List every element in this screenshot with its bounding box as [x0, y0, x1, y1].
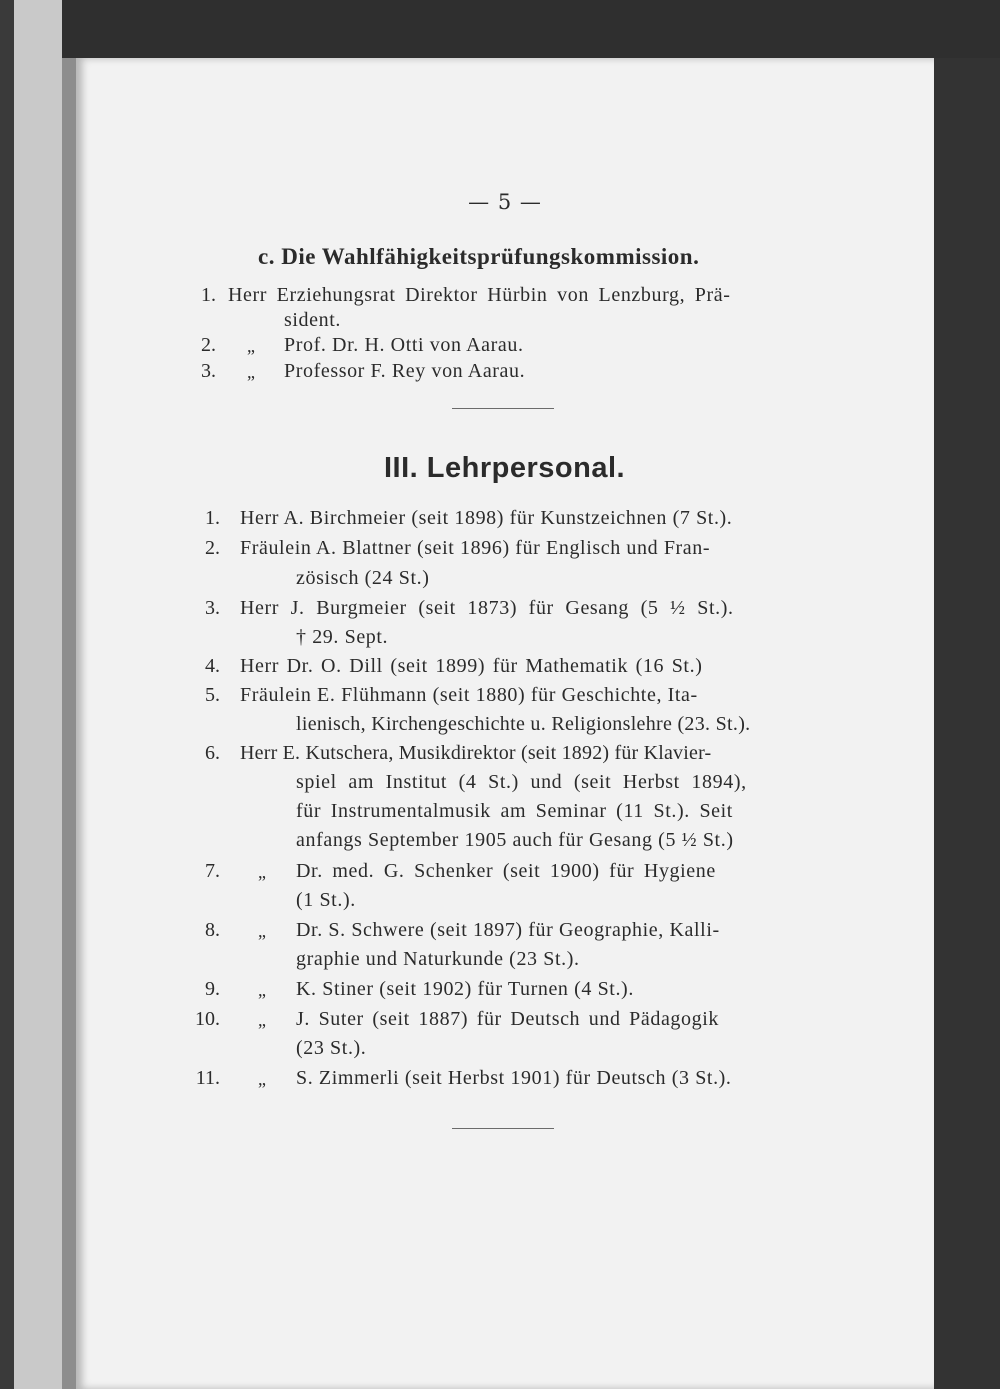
- list-item-text: Dr. med. G. Schenker (seit 1900) für Hygiene: [296, 860, 716, 882]
- list-number: 4.: [205, 655, 220, 677]
- list-number: 11.: [195, 1067, 220, 1089]
- list-number: 5.: [205, 684, 220, 706]
- list-item-text: Herr Erziehungsrat Direktor Hürbin von Lenzburg, Prä-: [228, 284, 731, 306]
- list-item-text: sident.: [284, 309, 341, 331]
- list-item-text: J. Suter (seit 1887) für Deutsch und Pädagogik: [296, 1008, 719, 1030]
- section-divider: [452, 408, 554, 409]
- list-item-text: zösisch (24 St.): [296, 567, 430, 589]
- list-number: 1.: [205, 507, 220, 529]
- ditto-mark: „: [258, 862, 266, 882]
- ditto-mark: „: [247, 336, 255, 356]
- list-number: 1.: [201, 284, 216, 306]
- list-item-text: Herr A. Birchmeier (seit 1898) für Kunstzeichnen (7 St.).: [240, 507, 733, 529]
- list-number: 3.: [201, 360, 216, 382]
- page-number: — 5 —: [468, 190, 542, 214]
- list-number: 8.: [205, 919, 220, 941]
- list-item-text: S. Zimmerli (seit Herbst 1901) für Deutsch (3 St.).: [296, 1067, 732, 1089]
- list-item-text: Herr Dr. O. Dill (seit 1899) für Mathematik (16 St.): [240, 655, 703, 677]
- list-item-text: für Instrumentalmusik am Seminar (11 St.). Seit: [296, 800, 733, 822]
- list-item-text: Herr J. Burgmeier (seit 1873) für Gesang (5 ½ St.).: [240, 597, 734, 619]
- list-number: 2.: [205, 537, 220, 559]
- list-item-text: Herr E. Kutschera, Musikdirektor (seit 1892) für Klavier-: [240, 742, 712, 764]
- list-item-text: † 29. Sept.: [296, 626, 389, 648]
- list-item-text: (23 St.).: [296, 1037, 367, 1059]
- list-number: 3.: [205, 597, 220, 619]
- ditto-mark: „: [258, 1069, 266, 1089]
- ditto-mark: „: [247, 362, 255, 382]
- ditto-mark: „: [258, 921, 266, 941]
- list-item-text: spiel am Institut (4 St.) und (seit Herbst 1894),: [296, 771, 747, 793]
- ditto-mark: „: [258, 980, 266, 1000]
- list-item-text: Professor F. Rey von Aarau.: [284, 360, 526, 382]
- ditto-mark: „: [258, 1010, 266, 1030]
- section-divider: [452, 1128, 554, 1129]
- list-item-text: K. Stiner (seit 1902) für Turnen (4 St.).: [296, 978, 634, 1000]
- list-item-text: Dr. S. Schwere (seit 1897) für Geographie, Kalli-: [296, 919, 720, 941]
- scan-background-top: [62, 0, 1000, 58]
- list-item-text: (1 St.).: [296, 889, 356, 911]
- section-c-title: c. Die Wahlfähigkeitsprüfungskommission.: [258, 244, 700, 269]
- list-number: 10.: [195, 1008, 220, 1030]
- list-number: 2.: [201, 334, 216, 356]
- list-number: 9.: [205, 978, 220, 1000]
- section-iii-title: III. Lehrpersonal.: [384, 452, 626, 484]
- scan-edge: [0, 0, 14, 1389]
- list-item-text: Fräulein A. Blattner (seit 1896) für Englisch und Fran-: [240, 537, 711, 559]
- list-item-text: lienisch, Kirchengeschichte u. Religionslehre (23. St.).: [296, 713, 751, 735]
- list-item-text: Prof. Dr. H. Otti von Aarau.: [284, 334, 524, 356]
- scan-background-right: [934, 58, 1000, 1389]
- list-item-text: graphie und Naturkunde (23 St.).: [296, 948, 580, 970]
- list-number: 7.: [205, 860, 220, 882]
- list-number: 6.: [205, 742, 220, 764]
- list-item-text: anfangs September 1905 auch für Gesang (5 ½ St.): [296, 829, 734, 851]
- list-item-text: Fräulein E. Flühmann (seit 1880) für Geschichte, Ita-: [240, 684, 698, 706]
- page-gutter: [62, 58, 76, 1389]
